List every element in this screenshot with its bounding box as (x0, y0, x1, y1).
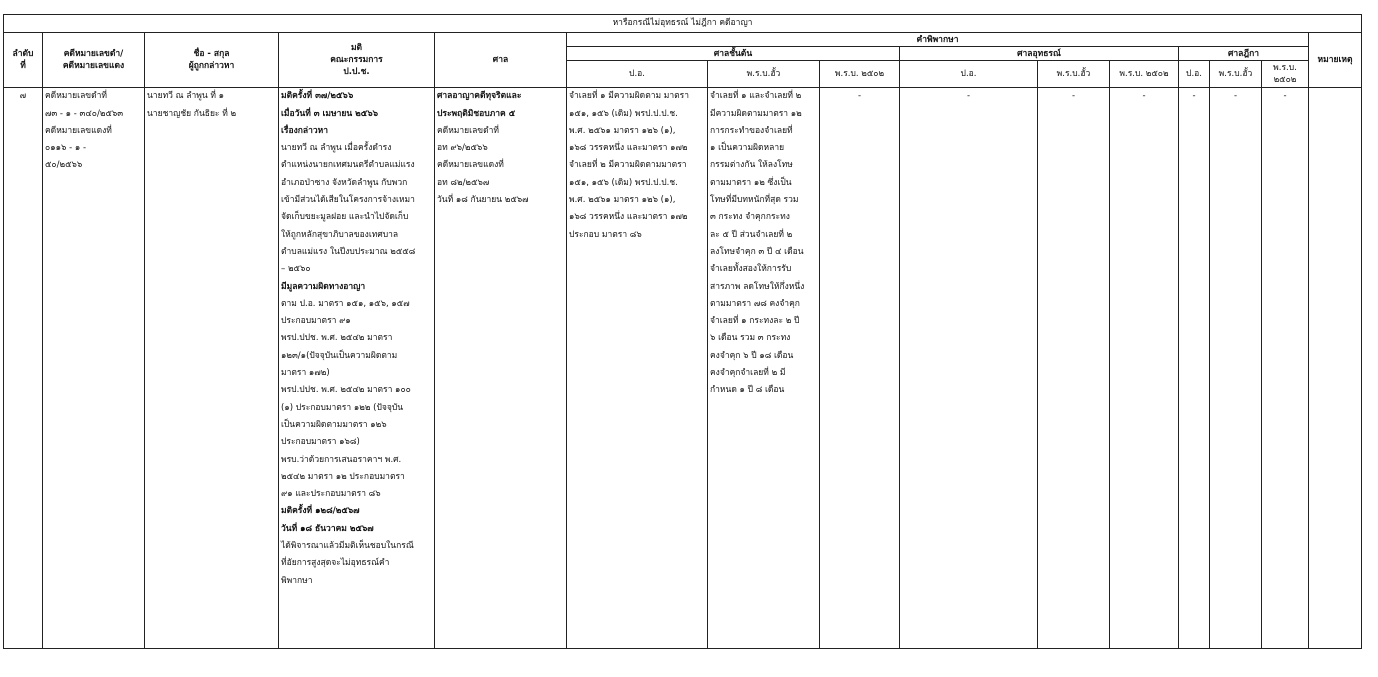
first-act2502-cell: - (820, 88, 900, 649)
header-first-act2502: พ.ร.บ. ๒๕๐๒ (820, 61, 900, 88)
cell-line: นายทวี ณ ลำพูน เมื่อครั้งดำรง (281, 143, 392, 154)
header-case-number: คดีหมายเลขดำ/ คดีหมายเลขแดง (43, 33, 145, 88)
cell-line: เข้ามีส่วนได้เสียในโครงการจ้างเหมา (281, 195, 415, 206)
cell-line: ตำบลแม่แรง ในปีงบประมาณ ๒๕๕๘ (281, 246, 416, 257)
cell-line: สารภาพ ลดโทษให้กึ่งหนึ่ง (710, 281, 805, 292)
cell-line: ๗๓ - ๑ - ๓๔๐/๒๕๖๓ (45, 108, 124, 119)
cell-line: ประกอบมาตรา ๙๑ (281, 316, 351, 327)
cell-line: คดีหมายเลขแดงที่ (45, 125, 112, 136)
cell-line: ๕๐/๒๕๖๖ (45, 160, 83, 171)
cell-line: ตามมาตรา ๑๒ ซึ่งเป็น (710, 177, 792, 188)
row-no: ๗ (4, 88, 43, 649)
cell-line: ตาม ป.อ. มาตรา ๑๕๑, ๑๕๖, ๑๕๗ (281, 298, 410, 309)
cell-line: มติครั้งที่ ๓๗/๒๕๖๖ (281, 91, 354, 102)
cell-line: คดีหมายเลขดำที่ (437, 125, 499, 136)
cell-line: ๑๖๘ วรรคหนึ่ง และมาตรา ๑๗๒ (569, 143, 688, 154)
header-nacc-resolution: มติ คณะกรรมการ ป.ป.ช. (279, 33, 435, 88)
header-appeal-anticorruption: พ.ร.บ.ฮั้ว (1038, 61, 1110, 88)
cell-line: มีความผิดตามมาตรา ๑๒ (710, 108, 802, 119)
header-supreme-court: ศาลฎีกา (1179, 47, 1309, 61)
supreme-penal-cell: - (1179, 88, 1210, 649)
cell-line: พรบ.ว่าด้วยการเสนอราคาฯ พ.ศ. (281, 454, 402, 465)
cell-line: จำเลยที่ ๑ กระทงละ ๒ ปี (710, 316, 800, 327)
header-first-anticorruption: พ.ร.บ.ฮั้ว (708, 61, 820, 88)
cell-line: นายชาญชัย กันธิยะ ที่ ๒ (147, 108, 237, 119)
court-cell (435, 88, 567, 649)
supreme-anticorruption-cell: - (1210, 88, 1262, 649)
header-appeal-court: ศาลอุทธรณ์ (900, 47, 1179, 61)
cell-line: ประพฤติมิชอบภาค ๕ (437, 108, 516, 119)
cell-line: ที่อัยการสูงสุดจะไม่อุทธรณ์คำ (281, 558, 390, 569)
appeal-penal-cell: - (900, 88, 1038, 649)
cell-line: เมื่อวันที่ ๓ เมษายน ๒๕๖๖ (281, 108, 378, 119)
cell-line: ๒๕๔๒ มาตรา ๑๒ ประกอบมาตรา (281, 471, 405, 482)
supreme-act2502-cell: - (1262, 88, 1309, 649)
cell-line: จำเลยที่ ๑ มีความผิดตาม มาตรา (569, 91, 690, 102)
cell-line: – ๒๕๖๐ (281, 264, 311, 275)
cell-line: พิพากษา (281, 575, 313, 586)
header-supreme-anticorruption: พ.ร.บ.ฮั้ว (1210, 61, 1262, 88)
header-supreme-penal: ป.อ. (1179, 61, 1210, 88)
resolution-cell (279, 88, 435, 649)
cell-line: ตำแหน่งนายกเทศมนตรีตำบลแม่แรง (281, 160, 415, 171)
appeal-act2502-cell: - (1110, 88, 1179, 649)
header-appeal-penal: ป.อ. (900, 61, 1038, 88)
cell-line: (๑) ประกอบมาตรา ๑๒๒ (ปัจจุบัน (281, 402, 404, 413)
cell-line: ประกอบ มาตรา ๘๖ (569, 229, 642, 240)
cell-line: ๑ เป็นความผิดหลาย (710, 143, 785, 154)
cell-line: ๓ กระทง จำคุกกระทง (710, 212, 790, 223)
cell-line: คดีหมายเลขดำที่ (45, 91, 107, 102)
case-table (3, 14, 1362, 649)
cell-line: ศาลอาญาคดีทุจริตและ (437, 91, 522, 102)
first-penal-cell (567, 88, 708, 649)
accused-name-cell (145, 88, 279, 649)
cell-line: ๖ เดือน รวม ๓ กระทง (710, 333, 791, 344)
cell-line: ๑๖๘ วรรคหนึ่ง และมาตรา ๑๗๒ (569, 212, 688, 223)
cell-line: อท ๘๒/๒๕๖๗ (437, 177, 490, 188)
first-anticorruption-cell (708, 88, 820, 649)
cell-line: มาตรา ๑๗๒) (281, 368, 330, 379)
cell-line: ตามมาตรา ๗๘ คงจำคุก (710, 298, 800, 309)
cell-line: วันที่ ๑๘ กันยายน ๒๕๖๗ (437, 195, 529, 206)
cell-line: มีมูลความผิดทางอาญา (281, 281, 366, 292)
cell-line: นายทวี ณ ลำพูน ที่ ๑ (147, 91, 225, 102)
cell-line: จำเลยที่ ๒ มีความผิดตามมาตรา (569, 160, 687, 171)
header-first-instance: ศาลชั้นต้น (567, 47, 900, 61)
cell-line: คงจำคุกจำเลยที่ ๒ มี (710, 368, 786, 379)
header-accused-name: ชื่อ - สกุล ผู้ถูกกล่าวหา (145, 33, 279, 88)
header-remark: หมายเหตุ (1309, 33, 1362, 88)
cell-line: โทษที่มีบทหนักที่สุด รวม (710, 195, 799, 206)
cell-line: เป็นความผิดตามมาตรา ๑๒๖ (281, 419, 387, 430)
table-title: หารือกรณีไม่อุทธรณ์ ไม่ฎีกา คดีอาญา (4, 15, 1362, 33)
cell-line: ๙๑ และประกอบมาตรา ๘๖ (281, 489, 381, 500)
cell-line: ได้พิจารณาแล้วมีมติเห็นชอบในกรณี (281, 541, 414, 552)
header-judgment: คำพิพากษา (567, 33, 1309, 47)
header-no: ลำดับ ที่ (4, 33, 43, 88)
cell-line: คดีหมายเลขแดงที่ (437, 160, 504, 171)
cell-line: จัดเก็บขยะมูลฝอย และนำไปจัดเก็บ (281, 212, 409, 223)
cell-line: พ.ศ. ๒๕๖๑ มาตรา ๑๒๖ (๑), (569, 125, 676, 136)
cell-line: พรป.ปปช. พ.ศ. ๒๕๔๒ มาตรา (281, 333, 393, 344)
cell-line: ๑๕๑, ๑๕๖ (เดิม) พรป.ป.ป.ช. (569, 177, 678, 188)
cell-line: ให้ถูกหลักสุขาภิบาลของเทศบาล (281, 229, 399, 240)
cell-line: มติครั้งที่ ๑๒๘/๒๕๖๗ (281, 506, 360, 517)
cell-line: ประกอบมาตรา ๑๖๘) (281, 437, 360, 448)
cell-line: กำหนด ๑ ปี ๘ เดือน (710, 385, 785, 396)
cell-line: อท ๙๖/๒๕๖๖ (437, 143, 488, 154)
cell-line: ๑๒๓/๑(ปัจจุบันเป็นความผิดตาม (281, 350, 398, 361)
cell-line: จำเลยทั้งสองให้การรับ (710, 264, 792, 275)
header-first-penal: ป.อ. (567, 61, 708, 88)
case-number-cell (43, 88, 145, 649)
cell-line: ลงโทษจำคุก ๓ ปี ๔ เดือน (710, 246, 804, 257)
header-supreme-act2502: พ.ร.บ. ๒๕๐๒ (1262, 61, 1309, 88)
cell-line: ละ ๕ ปี ส่วนจำเลยที่ ๒ (710, 229, 793, 240)
cell-line: อำเภอป่าซาง จังหวัดลำพูน กับพวก (281, 177, 408, 188)
appeal-anticorruption-cell: - (1038, 88, 1110, 649)
cell-line: ๐๑๑๖ - ๑ - (45, 143, 87, 154)
cell-line: วันที่ ๑๘ ธันวาคม ๒๕๖๗ (281, 523, 374, 534)
cell-line: จำเลยที่ ๑ และจำเลยที่ ๒ (710, 91, 802, 102)
cell-line: พ.ศ. ๒๕๖๑ มาตรา ๑๒๖ (๑), (569, 195, 676, 206)
header-appeal-act2502: พ.ร.บ. ๒๕๐๒ (1110, 61, 1179, 88)
cell-line: การกระทำของจำเลยที่ (710, 125, 793, 136)
cell-line: คงจำคุก ๖ ปี ๑๘ เดือน (710, 350, 794, 361)
remark-cell (1309, 88, 1362, 649)
cell-line: ๑๕๑, ๑๕๖ (เดิม) พรป.ป.ป.ช. (569, 108, 678, 119)
cell-line: พรป.ปปช. พ.ศ. ๒๕๔๒ มาตรา ๑๐๐ (281, 385, 411, 396)
cell-line: กรรมต่างกัน ให้ลงโทษ (710, 160, 793, 171)
header-court: ศาล (435, 33, 567, 88)
cell-line: เรื่องกล่าวหา (281, 125, 329, 136)
